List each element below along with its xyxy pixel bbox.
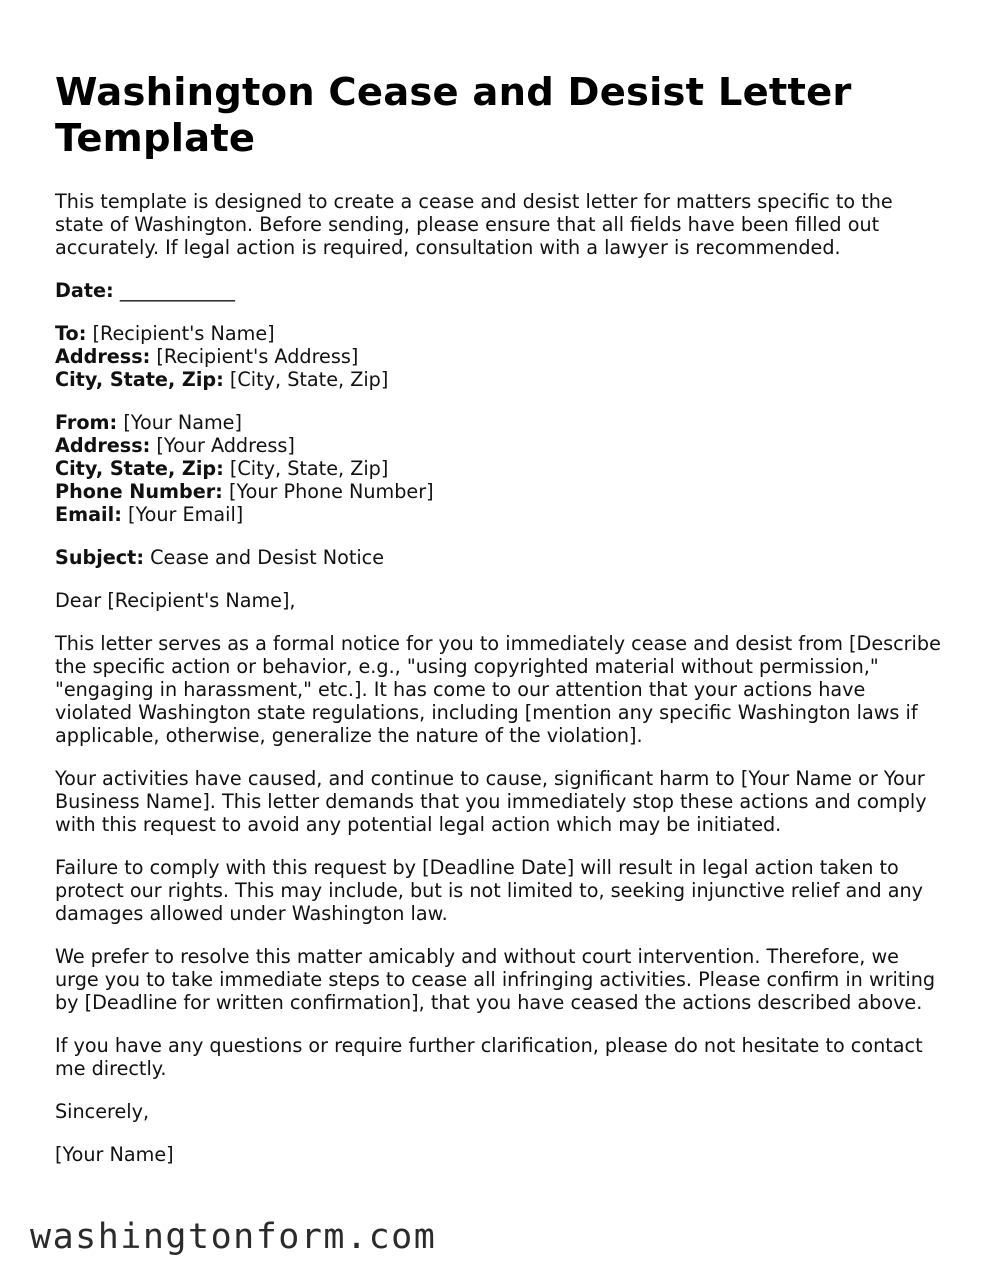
sender-address-label: Address:	[55, 434, 151, 457]
date-field	[55, 279, 945, 302]
closing: Sincerely,	[55, 1100, 150, 1123]
sender-phone-line	[55, 480, 945, 503]
sender-name-value: [Your Name]	[123, 411, 242, 434]
sender-phone-value: [Your Phone Number]	[228, 480, 434, 503]
recipient-address-label: Address:	[55, 345, 151, 368]
recipient-block	[55, 322, 945, 391]
date-value: ____________	[119, 279, 235, 302]
sender-phone-label: Phone Number:	[55, 480, 223, 503]
body-paragraph-2: Your activities have caused, and continue to cause, significant harm to [Your Name or Your Business Name]. This letter demands that you immediately stop these actions and comply with this request to avoid any potential legal action which may be initiated.	[55, 767, 927, 836]
body-paragraph-1: This letter serves as a formal notice for you to immediately cease and desist from [Describe the specific action or behavior, e.g., "using copyrighted material without permission," "engaging in harassment," etc.]. It has come to our attention that your actions have violated Washington state regulations, including [mention any specific Washington laws if applicable, otherwise, generalize the nature of the violation].	[55, 632, 941, 747]
sender-city-value: [City, State, Zip]	[229, 457, 389, 480]
date-label: Date:	[55, 279, 114, 302]
recipient-city-line	[55, 368, 945, 391]
sender-email-label: Email:	[55, 503, 122, 526]
sender-name-label: From:	[55, 411, 118, 434]
sender-city-label: City, State, Zip:	[55, 457, 224, 480]
sender-address-line	[55, 434, 945, 457]
sender-name-line	[55, 411, 945, 434]
page-title: Washington Cease and Desist Letter Template	[55, 70, 852, 161]
recipient-name-label: To:	[55, 322, 87, 345]
sender-email-value: [Your Email]	[128, 503, 244, 526]
recipient-city-label: City, State, Zip:	[55, 368, 224, 391]
recipient-city-value: [City, State, Zip]	[229, 368, 389, 391]
body-paragraph-4: We prefer to resolve this matter amicably and without court intervention. Therefore, we urge you to take immediate steps to cease all infringing activities. Please confirm in writing by [Deadline for written confirmation], that you have ceased the actions described above.	[55, 945, 936, 1014]
letter-document	[55, 70, 945, 1186]
site-watermark: washingtonform.com	[30, 1217, 437, 1257]
recipient-address-line	[55, 345, 945, 368]
salutation: Dear [Recipient's Name],	[55, 589, 296, 612]
subject-label: Subject:	[55, 546, 145, 569]
body-paragraph-5: If you have any questions or require further clarification, please do not hesitate to contact me directly.	[55, 1034, 923, 1080]
subject-line	[55, 546, 945, 569]
sender-address-value: [Your Address]	[156, 434, 295, 457]
sender-email-line	[55, 503, 945, 526]
recipient-name-value: [Recipient's Name]	[92, 322, 275, 345]
signature: [Your Name]	[55, 1143, 174, 1166]
recipient-address-value: [Recipient's Address]	[156, 345, 359, 368]
sender-block	[55, 411, 945, 526]
body-paragraph-3: Failure to comply with this request by [Deadline Date] will result in legal action taken to protect our rights. This may include, but is not limited to, seeking injunctive relief and any damages allowed under Washington law.	[55, 856, 923, 925]
sender-city-line	[55, 457, 945, 480]
recipient-name-line	[55, 322, 945, 345]
intro-paragraph: This template is designed to create a cease and desist letter for matters specific to the state of Washington. Before sending, please ensure that all fields have been filled out accurately. If legal action is required, consultation with a lawyer is recommended.	[55, 190, 893, 259]
subject-value: Cease and Desist Notice	[150, 546, 385, 569]
